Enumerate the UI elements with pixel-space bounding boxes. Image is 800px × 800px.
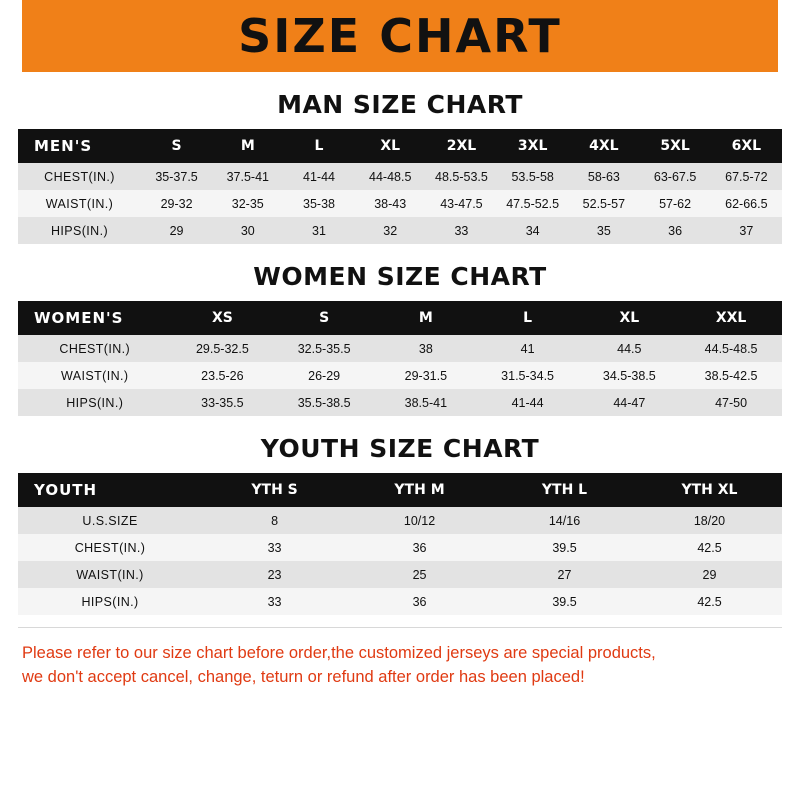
- women-size-section: [0, 262, 800, 416]
- man-row-0-cell-6: 58-63: [587, 169, 620, 184]
- table-row: [18, 335, 782, 362]
- women-size-table: [18, 301, 782, 416]
- man-row-0-cell-4: 48.5-53.5: [435, 169, 488, 184]
- youth-table-head: [18, 473, 782, 507]
- women-header-cell-3: M: [418, 310, 433, 326]
- man-header-row: [18, 129, 782, 163]
- youth-row-2-cell-3: 29: [702, 567, 717, 582]
- youth-row-0-cell-1: 10/12: [403, 513, 436, 528]
- youth-row-1-label: CHEST(IN.): [74, 540, 146, 555]
- women-row-0-label: CHEST(IN.): [59, 341, 131, 356]
- man-row-2-cell-5: 34: [525, 223, 540, 238]
- youth-row-3-cell-2: 39.5: [552, 594, 577, 609]
- youth-row-2-cell-1: 25: [412, 567, 427, 582]
- youth-header-cell-3: YTH L: [541, 482, 588, 498]
- man-section-title: MAN SIZE CHART: [277, 90, 523, 119]
- youth-row-0-label: U.S.SIZE: [82, 513, 138, 528]
- footer-note-line-2: we don't accept cancel, change, teturn or refund after order has been placed!: [22, 667, 585, 686]
- man-row-2-label: HIPS(IN.): [50, 223, 109, 238]
- header-band: [0, 0, 800, 72]
- man-table-body: [18, 163, 782, 244]
- women-row-0-cell-5: 44.5-48.5: [704, 341, 758, 356]
- man-row-1-cell-3: 38-43: [374, 196, 407, 211]
- women-table-body: [18, 335, 782, 416]
- women-row-2-cell-1: 35.5-38.5: [297, 395, 351, 410]
- table-row: [18, 362, 782, 389]
- footer-divider: [18, 627, 782, 628]
- youth-row-0-cell-2: 14/16: [548, 513, 581, 528]
- youth-row-3-cell-0: 33: [267, 594, 282, 609]
- man-row-1-cell-8: 62-66.5: [725, 196, 768, 211]
- youth-row-1-cell-1: 36: [412, 540, 427, 555]
- man-header-cell-5: 2XL: [446, 138, 477, 154]
- youth-row-1-cell-3: 42.5: [697, 540, 722, 555]
- women-header-cell-2: S: [319, 310, 330, 326]
- man-header-cell-2: M: [240, 138, 255, 154]
- table-row: [18, 507, 782, 534]
- women-section-title: WOMEN SIZE CHART: [253, 262, 547, 291]
- footer-note-line-1: Please refer to our size chart before order,the customized jerseys are special products,: [22, 644, 656, 662]
- page-title: SIZE CHART: [238, 9, 562, 63]
- man-row-2-cell-2: 31: [312, 223, 326, 238]
- man-header-cell-1: S: [171, 138, 182, 154]
- man-row-1-cell-7: 57-62: [659, 196, 692, 211]
- man-header-cell-0: MEN'S: [34, 137, 93, 155]
- table-row: [18, 588, 782, 615]
- youth-row-0-cell-3: 18/20: [693, 513, 726, 528]
- man-row-0-cell-5: 53.5-58: [511, 169, 554, 184]
- women-row-1-label: WAIST(IN.): [61, 368, 129, 383]
- women-row-0-cell-1: 32.5-35.5: [297, 341, 351, 356]
- man-row-0-cell-8: 67.5-72: [725, 169, 768, 184]
- man-row-2-cell-6: 35: [596, 223, 611, 238]
- youth-row-1-cell-0: 33: [267, 540, 282, 555]
- women-row-0-cell-0: 29.5-32.5: [195, 341, 249, 356]
- women-row-2-cell-5: 47-50: [715, 395, 748, 410]
- man-row-1-label: WAIST(IN.): [45, 196, 114, 211]
- table-row: [18, 389, 782, 416]
- man-row-0-label: CHEST(IN.): [44, 169, 115, 184]
- women-header-cell-6: XXL: [715, 310, 747, 326]
- man-row-1-cell-4: 43-47.5: [440, 196, 483, 211]
- youth-header-cell-2: YTH M: [394, 482, 445, 498]
- man-header-cell-3: L: [314, 138, 324, 154]
- youth-row-1-cell-2: 39.5: [552, 540, 577, 555]
- man-row-0-cell-1: 37.5-41: [226, 169, 269, 184]
- women-row-0-cell-2: 38: [418, 341, 433, 356]
- youth-size-table: [18, 473, 782, 615]
- header-left-spacer: [0, 0, 22, 72]
- man-row-2-cell-4: 33: [454, 223, 469, 238]
- man-row-2-cell-3: 32: [383, 223, 398, 238]
- youth-row-2-cell-2: 27: [557, 567, 572, 582]
- table-row: [18, 561, 782, 588]
- women-table-head: [18, 301, 782, 335]
- women-row-1-cell-3: 31.5-34.5: [501, 368, 554, 383]
- youth-header-row: [18, 473, 782, 507]
- man-row-0-cell-2: 41-44: [303, 169, 335, 184]
- table-row: [18, 534, 782, 561]
- women-row-2-cell-2: 38.5-41: [404, 395, 448, 410]
- youth-table-body: [18, 507, 782, 615]
- youth-row-3-cell-3: 42.5: [697, 594, 722, 609]
- women-header-cell-1: XS: [211, 310, 233, 326]
- women-row-2-cell-4: 44-47: [613, 395, 646, 410]
- women-row-2-label: HIPS(IN.): [66, 395, 124, 410]
- youth-header-cell-0: YOUTH: [34, 481, 98, 499]
- footer-note: [0, 642, 800, 690]
- women-row-1-cell-4: 34.5-38.5: [602, 368, 656, 383]
- man-row-0-cell-3: 44-48.5: [369, 169, 412, 184]
- youth-row-0-cell-0: 8: [271, 513, 279, 528]
- header-right-spacer: [778, 0, 800, 72]
- man-size-section: [0, 90, 800, 244]
- man-row-0-cell-0: 35-37.5: [155, 169, 198, 184]
- man-row-0-cell-7: 63-67.5: [653, 169, 697, 184]
- women-row-2-cell-0: 33-35.5: [201, 395, 244, 410]
- youth-header-cell-4: YTH XL: [681, 482, 738, 498]
- man-header-cell-8: 5XL: [660, 138, 690, 154]
- youth-header-cell-1: YTH S: [251, 482, 298, 498]
- man-header-cell-6: 3XL: [517, 138, 548, 154]
- women-row-0-cell-4: 44.5: [617, 341, 642, 356]
- women-header-cell-5: XL: [619, 310, 640, 326]
- man-row-1-cell-1: 32-35: [231, 196, 264, 211]
- table-row: [18, 190, 782, 217]
- women-row-1-cell-0: 23.5-26: [201, 368, 244, 383]
- man-row-1-cell-0: 29-32: [160, 196, 193, 211]
- women-header-cell-4: L: [523, 310, 533, 326]
- youth-section-title: YOUTH SIZE CHART: [260, 434, 540, 463]
- women-row-1-cell-5: 38.5-42.5: [704, 368, 758, 383]
- man-size-table: [18, 129, 782, 244]
- man-header-cell-4: XL: [380, 138, 401, 154]
- man-row-2-cell-8: 37: [739, 223, 754, 238]
- women-row-2-cell-3: 41-44: [511, 395, 544, 410]
- table-row: [18, 217, 782, 244]
- women-row-1-cell-1: 26-29: [308, 368, 341, 383]
- youth-row-3-cell-1: 36: [412, 594, 427, 609]
- women-row-0-cell-3: 41: [520, 341, 535, 356]
- man-row-1-cell-6: 52.5-57: [582, 196, 626, 211]
- man-row-1-cell-5: 47.5-52.5: [506, 196, 560, 211]
- man-row-2-cell-1: 30: [240, 223, 255, 238]
- man-header-cell-7: 4XL: [589, 138, 619, 154]
- youth-size-section: [0, 434, 800, 615]
- man-header-cell-9: 6XL: [731, 138, 762, 154]
- women-header-row: [18, 301, 782, 335]
- man-table-head: [18, 129, 782, 163]
- women-header-cell-0: WOMEN'S: [34, 309, 124, 327]
- youth-row-3-label: HIPS(IN.): [81, 594, 139, 609]
- youth-row-2-label: WAIST(IN.): [76, 567, 144, 582]
- man-row-2-cell-0: 29: [169, 223, 184, 238]
- table-row: [18, 163, 782, 190]
- women-row-1-cell-2: 29-31.5: [404, 368, 448, 383]
- man-row-1-cell-2: 35-38: [303, 196, 335, 211]
- youth-row-2-cell-0: 23: [267, 567, 282, 582]
- man-row-2-cell-7: 36: [668, 223, 683, 238]
